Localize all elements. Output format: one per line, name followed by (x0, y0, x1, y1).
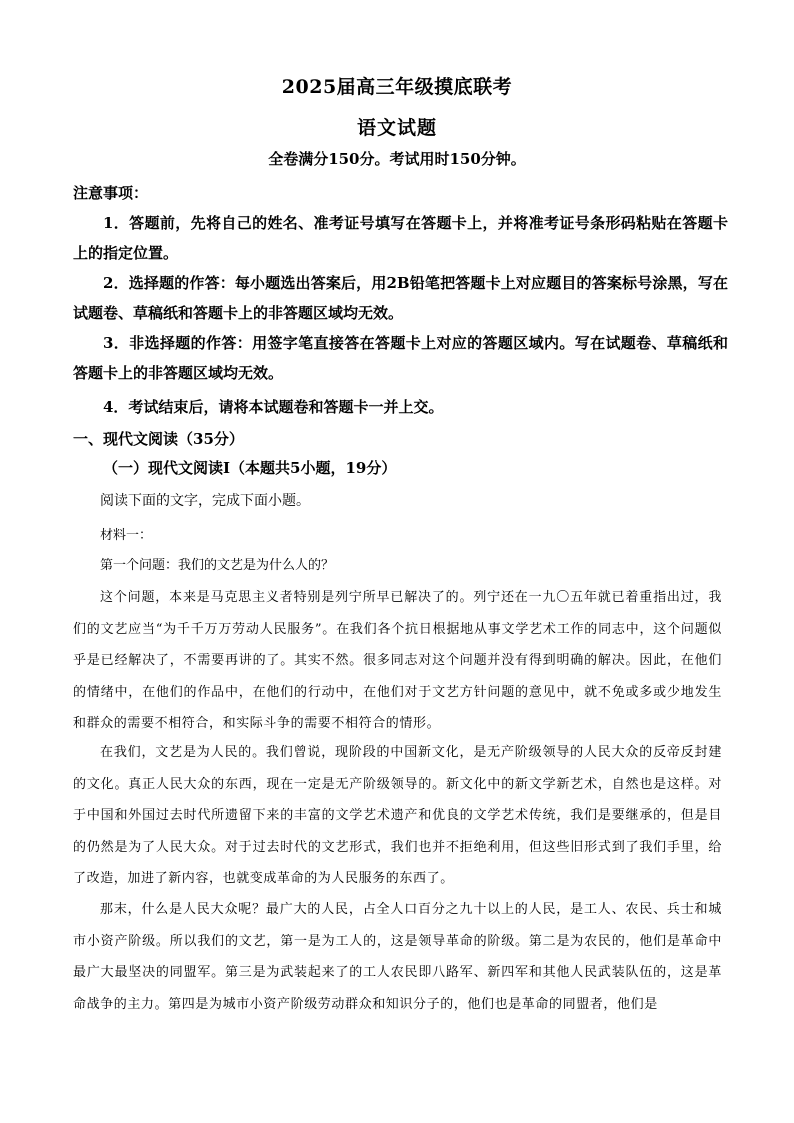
subject-title: 语文试题 (356, 117, 437, 139)
note-item: 4．考试结束后，请将本试题卷和答题卡一并上交。 (103, 398, 444, 416)
score-info: 全卷满分150分。考试用时150分钟。 (268, 150, 526, 168)
note-item: 1．答题前，先将自己的姓名、准考证号填写在答题卡上，并将准考证号条形码粘贴在答题卡上的指定位置。 (73, 214, 728, 262)
passage-paragraph: 在我们，文艺是为人民的。我们曾说，现阶段的中国新文化，是无产阶级领导的人民大众的反帝反封建的文化。真正人民大众的东西，现在一定是无产阶级领导的。新文化中的新文学新艺术，自然也是这样。对于中国和外国过去时代所遗留下来的丰富的文学艺术遗产和优良的文学艺术传统，我们是要继承的，但是目的仍然是为了人民大众。对于过去时代的文艺形式，我们也并不拒绝利用，但这些旧形式到了我们手里，给了改造，加进了新内容，也就变成革命的为人民服务的东西了。 (73, 745, 722, 886)
subsection-heading: （一）现代文阅读Ⅰ（本题共5小题，19分） (103, 459, 397, 477)
note-item: 3．非选择题的作答：用签字笔直接答在答题卡上对应的答题区域内。写在试题卷、草稿纸和答题卡上的非答题区域均无效。 (73, 334, 728, 382)
passage-paragraph: 那末，什么是人民大众呢？最广大的人民，占全人口百分之九十以上的人民，是工人、农民、兵士和城市小资产阶级。所以我们的文艺，第一是为工人的，这是领导革命的阶级。第二是为农民的，他们是革命中最广大最坚决的同盟军。第三是为武装起来了的工人农民即八路军、新四军和其他人民武装队伍的，这是革命战争的主力。第四是为城市小资产阶级劳动群众和知识分子的，他们也是革命的同盟者，他们是 (73, 902, 722, 1012)
section-heading: 一、现代文阅读（35分） (73, 430, 244, 448)
passage-paragraph: 这个问题，本来是马克思主义者特别是列宁所早已解决了的。列宁还在一九〇五年就已着重指出过，我们的文艺应当“为千千万万劳动人民服务”。在我们各个抗日根据地从事文学艺术工作的同志中，这个问题似乎是已经解决了，不需要再讲的了。其实不然。很多同志对这个问题并没有得到明确的解决。因此，在他们的情绪中，在他们的作品中，在他们的行动中，在他们对于文艺方针问题的意见中，就不免或多或少地发生和群众的需要不相符合，和实际斗争的需要不相符合的情形。 (73, 590, 722, 731)
notes-heading: 注意事项： (73, 184, 149, 202)
reading-instruction: 阅读下面的文字，完成下面小题。 (100, 493, 310, 509)
note-item: 2．选择题的作答：每小题选出答案后，用2B铅笔把答题卡上对应题目的答案标号涂黑，写在试题卷、草稿纸和答题卡上的非答题区域均无效。 (73, 274, 728, 322)
question-heading: 第一个问题：我们的文艺是为什么人的？ (100, 558, 335, 573)
exam-title: 2025届高三年级摸底联考 (281, 76, 513, 98)
material-label: 材料一： (100, 528, 153, 543)
